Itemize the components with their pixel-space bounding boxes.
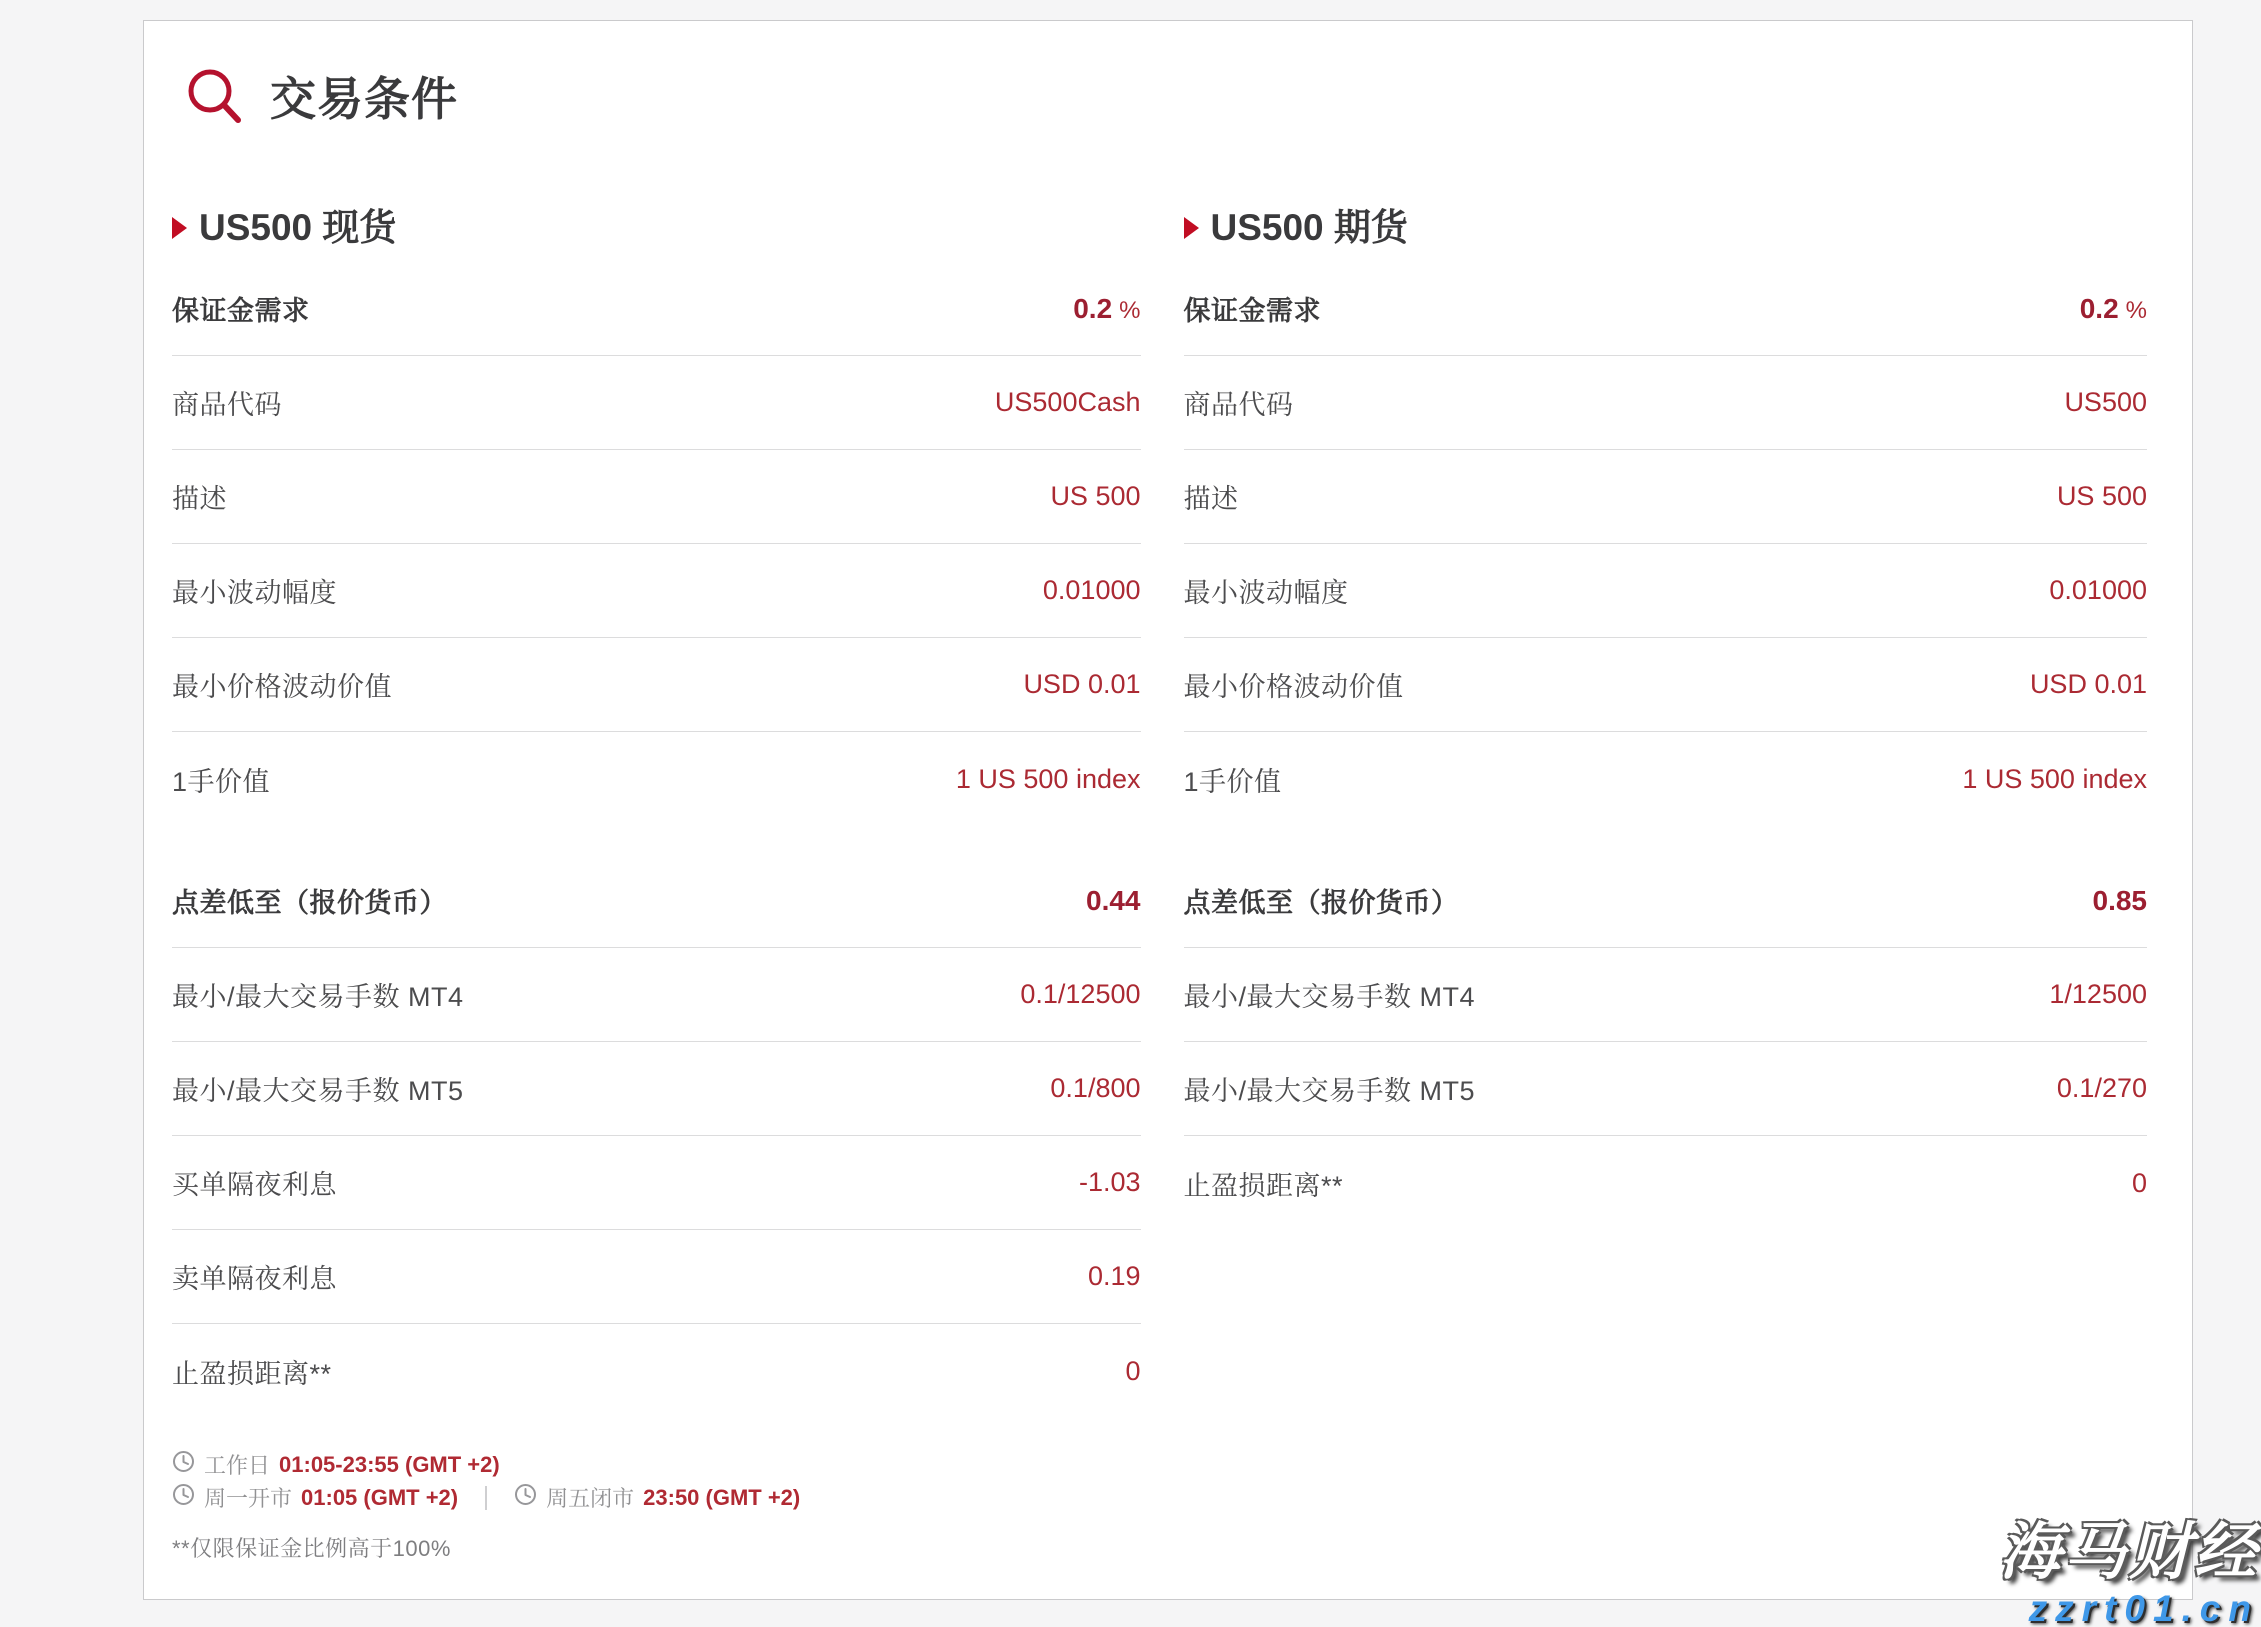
column-header bbox=[1184, 209, 2148, 246]
row-value-suffix: % bbox=[2125, 296, 2147, 324]
row-value-text: 0.44 bbox=[1086, 884, 1141, 916]
margin-note: **仅限保证金比例高于100% bbox=[172, 1536, 451, 1561]
weekday-time: 01:05-23:55 (GMT +2) bbox=[279, 1451, 500, 1477]
row-value bbox=[2049, 575, 2147, 606]
table-row bbox=[1184, 544, 2148, 638]
row-label: 卖单隔夜利息 bbox=[172, 1264, 337, 1294]
row-value-text: 0.85 bbox=[2092, 884, 2147, 916]
separator bbox=[485, 1486, 487, 1510]
row-label: 最小价格波动价值 bbox=[1183, 672, 1404, 702]
row-label: 最小/最大交易手数 MT5 bbox=[1183, 1076, 1476, 1106]
trading-hours bbox=[172, 1448, 1141, 1514]
row-label: 描述 bbox=[1183, 484, 1239, 514]
row-value bbox=[2057, 481, 2147, 512]
row-value bbox=[1086, 885, 1141, 917]
row-value-text: 0.01000 bbox=[2049, 575, 2147, 605]
watermark-domain: zzrt01.cn bbox=[2028, 1588, 2259, 1627]
row-value-text: 1 US 500 index bbox=[955, 763, 1141, 794]
row-value-text: -1.03 bbox=[1078, 1167, 1141, 1197]
row-value-suffix: % bbox=[1119, 296, 1141, 324]
table-row bbox=[1184, 732, 2148, 826]
row-value bbox=[1962, 764, 2147, 795]
watermark-brand: 海马财经 bbox=[1998, 1518, 2259, 1587]
table-row bbox=[1184, 854, 2148, 948]
table-row bbox=[172, 262, 1141, 356]
triangle-bullet-icon bbox=[172, 217, 187, 239]
row-value bbox=[1073, 293, 1140, 325]
friday-close-time: 23:50 (GMT +2) bbox=[643, 1484, 801, 1510]
column-us500-spot bbox=[172, 209, 1141, 1563]
trading-conditions-card bbox=[143, 20, 2193, 1600]
row-label: 最小波动幅度 bbox=[1183, 578, 1349, 608]
table-row bbox=[172, 544, 1141, 638]
row-label: 点差低至（报价货币） bbox=[172, 888, 447, 918]
column-us500-futures bbox=[1184, 209, 2148, 1563]
table-row bbox=[172, 356, 1141, 450]
weekday-hours-line bbox=[172, 1448, 1141, 1481]
row-value-text: 0 bbox=[2131, 1167, 2147, 1198]
row-label: 保证金需求 bbox=[1183, 296, 1321, 326]
columns bbox=[172, 209, 2147, 1563]
table-row bbox=[172, 638, 1141, 732]
row-label: 最小价格波动价值 bbox=[172, 672, 392, 702]
row-label: 1手价值 bbox=[1183, 766, 1282, 797]
row-value bbox=[2064, 387, 2147, 418]
row-value-text: 0.2 bbox=[1073, 292, 1113, 324]
table-row bbox=[172, 948, 1141, 1042]
row-label: 保证金需求 bbox=[172, 296, 310, 326]
title-row bbox=[186, 63, 2147, 129]
row-value bbox=[1043, 575, 1141, 606]
table-row bbox=[1184, 1136, 2148, 1230]
row-value-text: 1/12500 bbox=[2049, 979, 2147, 1009]
row-value-text: US500 bbox=[2064, 387, 2147, 417]
page-title: 交易条件 bbox=[270, 73, 458, 125]
row-label: 商品代码 bbox=[172, 390, 282, 420]
row-label: 商品代码 bbox=[1183, 390, 1294, 420]
row-label: 1手价值 bbox=[172, 766, 271, 797]
row-value-text: USD 0.01 bbox=[1023, 669, 1141, 699]
row-value bbox=[995, 387, 1141, 418]
row-value bbox=[1050, 1073, 1140, 1104]
table bbox=[1184, 262, 2148, 1230]
monday-open-time: 01:05 (GMT +2) bbox=[301, 1484, 459, 1510]
table-row bbox=[172, 1042, 1141, 1136]
row-value-text: 0.1/270 bbox=[2056, 1073, 2147, 1103]
table-row bbox=[1184, 450, 2148, 544]
row-value-text: 0.1/800 bbox=[1050, 1073, 1141, 1103]
open-close-hours-line bbox=[172, 1481, 1141, 1514]
row-value bbox=[1088, 1261, 1141, 1292]
table-row bbox=[1184, 262, 2148, 356]
row-value bbox=[2057, 1073, 2147, 1104]
watermark bbox=[1998, 1518, 2259, 1627]
row-value bbox=[1050, 481, 1140, 512]
row-value-text: US500Cash bbox=[994, 387, 1141, 417]
row-value-text: 0.1/12500 bbox=[1020, 979, 1141, 1009]
table-row bbox=[172, 854, 1141, 948]
row-value bbox=[2132, 1168, 2147, 1199]
row-value-text: US 500 bbox=[1050, 481, 1141, 511]
table-row bbox=[172, 1136, 1141, 1230]
table-row bbox=[172, 1230, 1141, 1324]
clock-icon bbox=[172, 1450, 195, 1479]
row-value-text: US 500 bbox=[2056, 481, 2147, 511]
row-value-text: 0 bbox=[1125, 1355, 1141, 1386]
row-value bbox=[2049, 979, 2147, 1010]
column-header-label: US500 现货 bbox=[199, 207, 397, 248]
row-label: 点差低至（报价货币） bbox=[1183, 888, 1459, 918]
row-value-text: USD 0.01 bbox=[2029, 669, 2147, 699]
row-value-text: 0.01000 bbox=[1042, 575, 1141, 605]
row-label: 止盈损距离** bbox=[1183, 1170, 1344, 1201]
triangle-bullet-icon bbox=[1184, 217, 1199, 239]
row-value bbox=[1023, 669, 1140, 700]
row-value bbox=[2080, 293, 2147, 325]
table-row bbox=[172, 1324, 1141, 1418]
friday-close-label: 周五闭市 bbox=[546, 1486, 635, 1511]
row-value bbox=[1020, 979, 1140, 1010]
table-row bbox=[1184, 356, 2148, 450]
row-value bbox=[1125, 1356, 1140, 1387]
row-label: 最小/最大交易手数 MT5 bbox=[172, 1076, 464, 1106]
clock-icon bbox=[172, 1483, 195, 1512]
row-value bbox=[1079, 1167, 1141, 1198]
table-row bbox=[1184, 638, 2148, 732]
monday-open-label: 周一开市 bbox=[204, 1486, 293, 1511]
row-value-text: 0.19 bbox=[1087, 1261, 1141, 1291]
row-value-text: 0.2 bbox=[2079, 292, 2119, 324]
row-value bbox=[2030, 669, 2147, 700]
row-label: 买单隔夜利息 bbox=[172, 1170, 337, 1200]
table bbox=[172, 262, 1141, 1418]
table-row bbox=[172, 732, 1141, 826]
table-row bbox=[1184, 948, 2148, 1042]
row-label: 止盈损距离** bbox=[172, 1358, 332, 1389]
column-header-label: US500 期货 bbox=[1210, 207, 1408, 248]
table-row bbox=[172, 450, 1141, 544]
clock-icon bbox=[514, 1483, 537, 1512]
row-label: 描述 bbox=[172, 484, 227, 514]
row-value bbox=[956, 764, 1141, 795]
row-label: 最小波动幅度 bbox=[172, 578, 337, 608]
row-value-text: 1 US 500 index bbox=[1962, 763, 2147, 794]
row-value bbox=[2093, 885, 2148, 917]
row-label: 最小/最大交易手数 MT4 bbox=[1183, 982, 1476, 1012]
column-header bbox=[172, 209, 1141, 246]
weekday-label: 工作日 bbox=[204, 1453, 271, 1478]
search-icon bbox=[186, 67, 244, 125]
row-label: 最小/最大交易手数 MT4 bbox=[172, 982, 464, 1012]
table-row bbox=[1184, 1042, 2148, 1136]
